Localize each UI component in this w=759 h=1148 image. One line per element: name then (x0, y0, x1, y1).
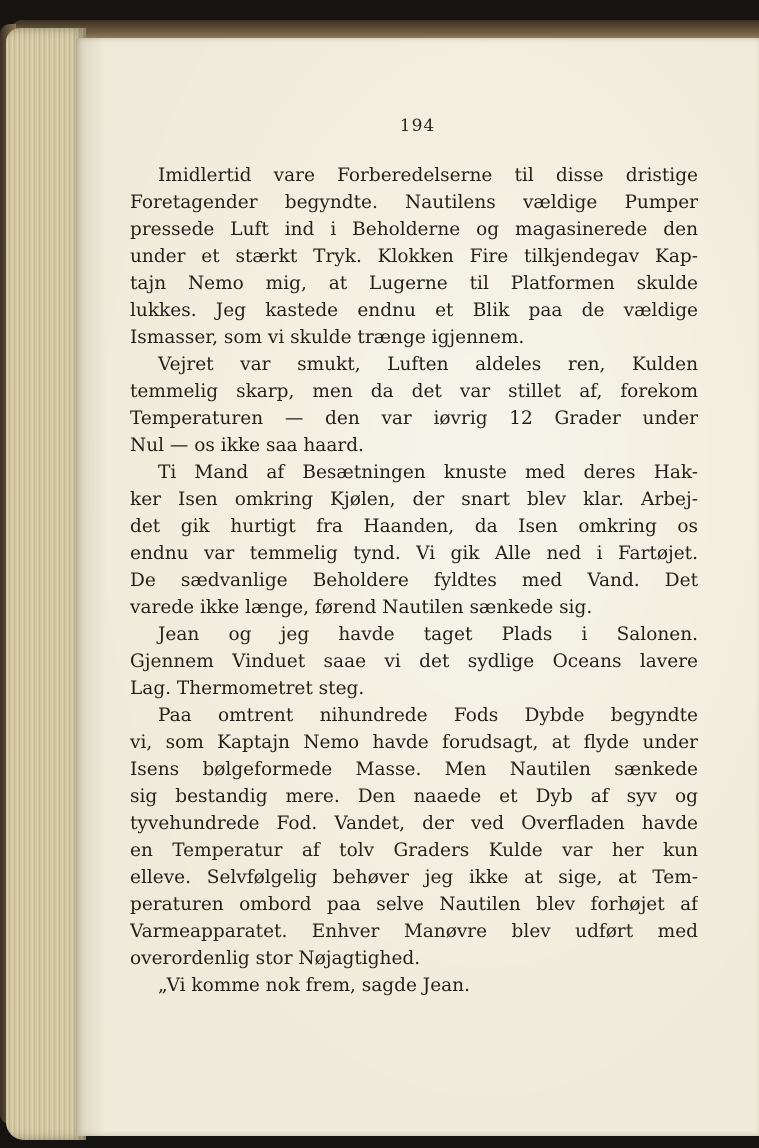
text-line: Paa omtrent nihundrede Fods Dybde begyndte (158, 705, 698, 726)
text-line: tyvehundrede Fod. Vandet, der ved Overfladen havde (130, 813, 698, 834)
text-line: sig bestandig mere. Den naaede et Dyb af syv og (130, 786, 698, 807)
text-line: Temperaturen — den var iøvrig 12 Grader under (130, 408, 698, 429)
text-line: Foretagender begyndte. Nautilens vældige Pumper (130, 192, 698, 213)
text-line: Ti Mand af Besætningen knuste med deres Hak- (158, 462, 698, 483)
text-line: peraturen ombord paa selve Nautilen blev forhøjet af (130, 894, 698, 915)
text-line: varede ikke længe, førend Nautilen sænkede sig. (130, 597, 593, 618)
text-line: Vejret var smukt, Luften aldeles ren, Kulden (158, 354, 698, 375)
text-line: De sædvanlige Beholdere fyldtes med Vand. Det (130, 570, 698, 591)
text-line: vi, som Kaptajn Nemo havde forudsagt, at flyde under (130, 732, 698, 753)
text-line: Ismasser, som vi skulde trænge igjennem. (130, 327, 525, 348)
text-line: elleve. Selvfølgelig behøver jeg ikke at sige, at Tem- (130, 867, 698, 888)
text-line: endnu var temmelig tynd. Vi gik Alle ned i Fartøjet. (130, 543, 698, 564)
text-line: Nul — os ikke saa haard. (130, 435, 364, 456)
text-line: „Vi komme nok frem, sagde Jean. (158, 975, 470, 996)
text-line: en Temperatur af tolv Graders Kulde var her kun (130, 840, 698, 861)
text-line: pressede Luft ind i Beholderne og magasinerede den (130, 219, 698, 240)
text-line: temmelig skarp, men da det var stillet af, forekom (130, 381, 698, 402)
text-line: Lag. Thermometret steg. (130, 678, 365, 699)
page-stack-edge (6, 28, 86, 1140)
text-line: overordenlig stor Nøjagtighed. (130, 948, 421, 969)
page-number: 194 (399, 116, 436, 136)
text-line: Imidlertid vare Forberedelserne til disse dristige (158, 165, 698, 186)
body-text (130, 162, 698, 999)
text-line: under et stærkt Tryk. Klokken Fire tilkjendegav Kap- (130, 246, 698, 267)
text-line: lukkes. Jeg kastede endnu et Blik paa de vældige (130, 300, 698, 321)
text-line: Jean og jeg havde taget Plads i Salonen. (158, 624, 698, 645)
text-line: Gjennem Vinduet saae vi det sydlige Oceans lavere (130, 651, 698, 672)
text-line: ker Isen omkring Kjølen, der snart blev klar. Arbej- (130, 489, 698, 510)
text-line: Isens bølgeformede Masse. Men Nautilen sænkede (130, 759, 698, 780)
text-line: tajn Nemo mig, at Lugerne til Platformen skulde (130, 273, 698, 294)
text-line: det gik hurtigt fra Haanden, da Isen omkring os (130, 516, 698, 537)
text-line: Varmeapparatet. Enhver Manøvre blev udført med (130, 921, 698, 942)
